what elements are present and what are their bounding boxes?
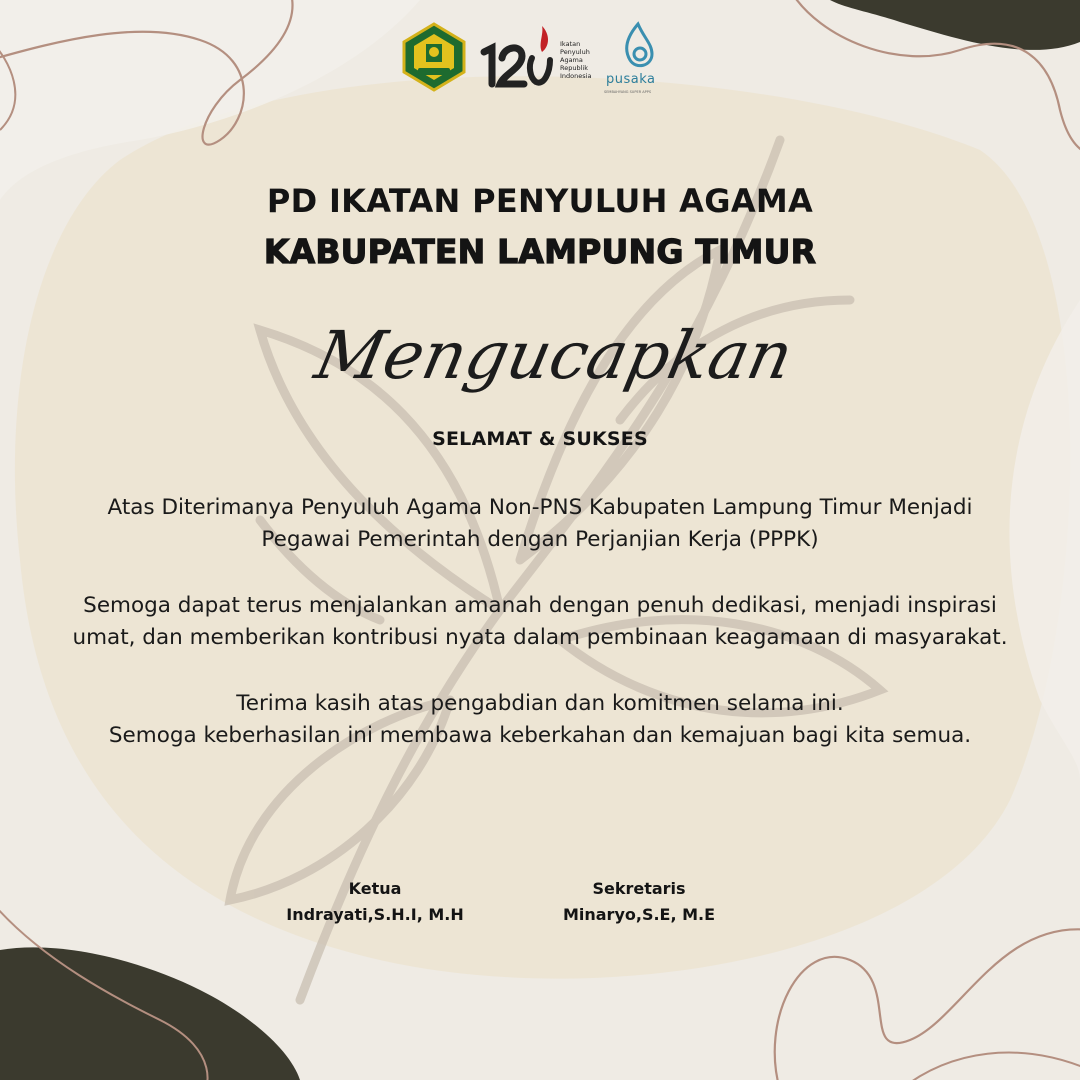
ipari-label-line: Indonesia bbox=[560, 72, 592, 80]
pusaka-logo-sublabel: SEMBAHYANG SUPER APPS bbox=[604, 90, 652, 94]
outline-bottom-right bbox=[775, 929, 1080, 1080]
signature-role: Sekretaris bbox=[592, 879, 686, 898]
dark-shape-bottom-left bbox=[0, 947, 300, 1080]
signature-name: Indrayati,S.H.I, M.H bbox=[286, 905, 464, 924]
paragraph-line: umat, dan memberikan kontribusi nyata dalam pembinaan keagamaan di masyarakat. bbox=[72, 625, 1008, 650]
paragraph-acceptance bbox=[20, 492, 1060, 556]
signature-name: Minaryo,S.E, M.E bbox=[562, 905, 716, 924]
pusaka-logo-mark bbox=[618, 20, 658, 72]
congrats-heading: SELAMAT & SUKSES bbox=[432, 428, 648, 450]
ipari-label-line: Republik bbox=[560, 64, 588, 72]
signature-sekretaris bbox=[534, 876, 744, 928]
outline-bottom-right-2 bbox=[900, 1053, 1080, 1080]
title-line-1: PD IKATAN PENYULUH AGAMA bbox=[266, 182, 814, 220]
script-word-text: Mengucapkan bbox=[308, 316, 800, 394]
logo-bar bbox=[398, 14, 698, 100]
paragraph-thanks bbox=[20, 688, 1060, 752]
paragraph-line: Semoga keberhasilan ini membawa keberkahan dan kemajuan bagi kita semua. bbox=[108, 723, 972, 748]
ipari-logo-label bbox=[560, 40, 591, 80]
pusaka-logo-label: pusaka bbox=[606, 72, 656, 87]
ipari-label-line: Penyuluh bbox=[560, 48, 590, 56]
paragraph-line: Terima kasih atas pengabdian dan komitmen selama ini. bbox=[236, 691, 844, 716]
paragraph-line: Semoga dapat terus menjalankan amanah dengan penuh dedikasi, menjadi inspirasi bbox=[83, 593, 997, 618]
paragraph-line: Pegawai Pemerintah dengan Perjanjian Kerja (PPPK) bbox=[261, 527, 819, 552]
ipari-label-line: Agama bbox=[560, 56, 583, 64]
signature-ketua bbox=[270, 876, 480, 928]
ipari-label-line: Ikatan bbox=[560, 40, 581, 48]
kemenag-logo bbox=[400, 22, 468, 92]
dark-shape-top-right bbox=[830, 0, 1080, 50]
ipari-logo-mark bbox=[478, 22, 558, 92]
title-line-2: KABUPATEN LAMPUNG TIMUR bbox=[263, 232, 817, 271]
paragraph-wishes bbox=[20, 590, 1060, 654]
signature-role: Ketua bbox=[348, 879, 402, 898]
paragraph-line: Atas Diterimanya Penyuluh Agama Non-PNS Kabupaten Lampung Timur Menjadi bbox=[107, 495, 973, 520]
script-word bbox=[308, 300, 800, 430]
